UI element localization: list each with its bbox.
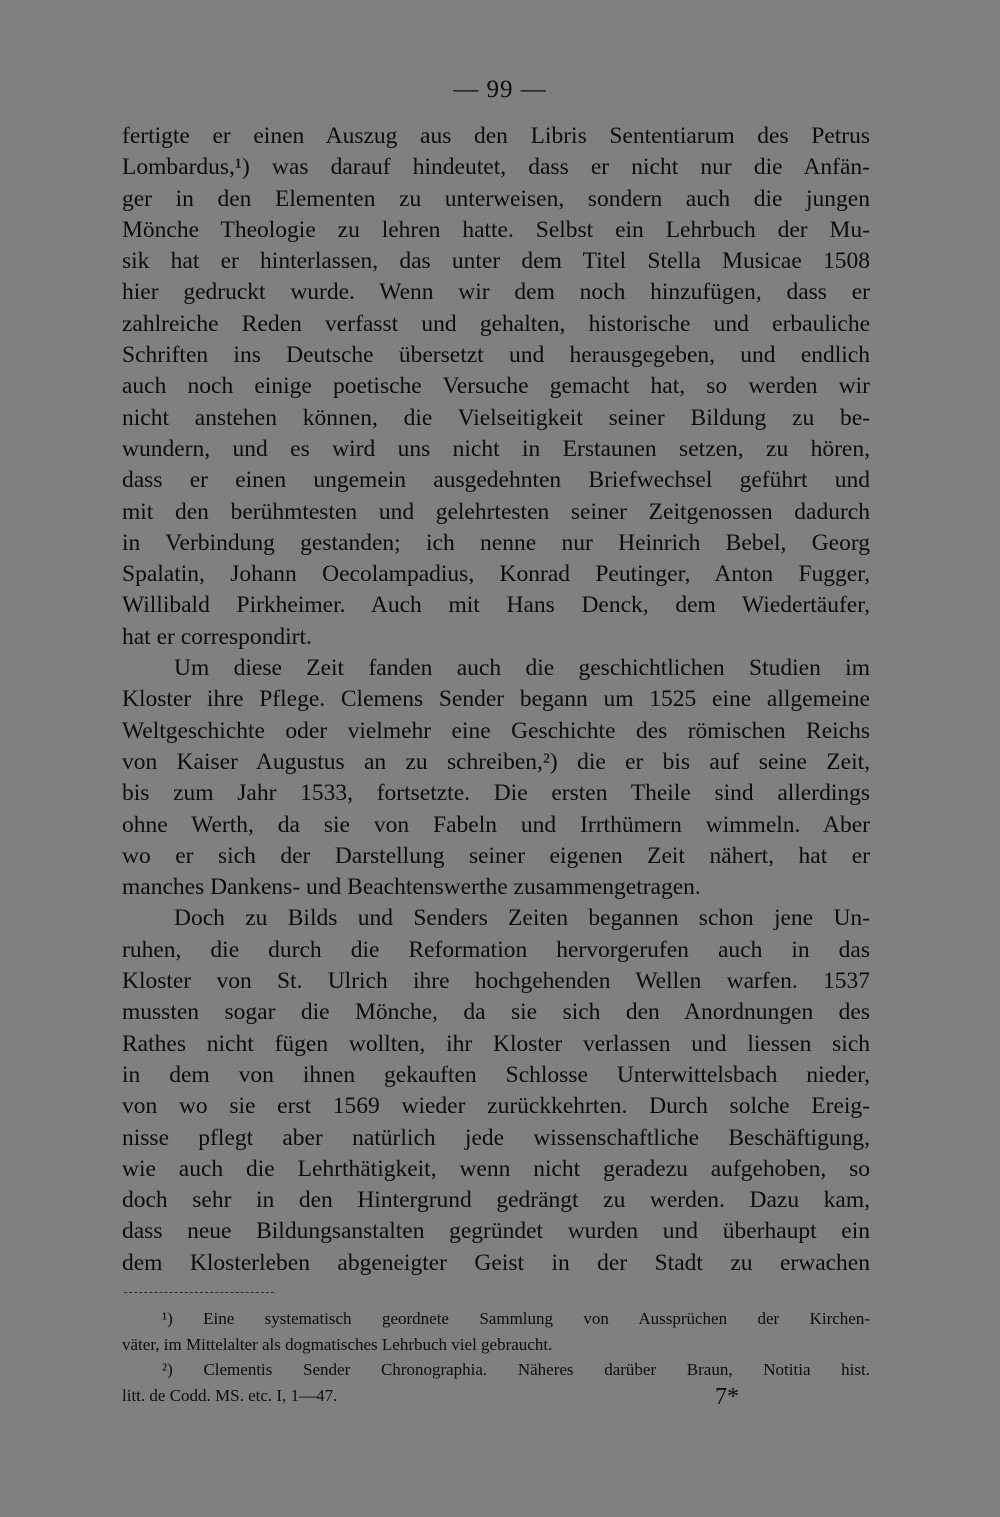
text-line: ohne Werth, da sie von Fabeln und Irrthümern wimmeln. Aber — [122, 811, 870, 838]
text-line: zahlreiche Reden verfasst und gehalten, historische und erbauliche — [122, 310, 870, 337]
signature-mark: 7* — [715, 1384, 739, 1410]
text-line: wo er sich der Darstellung seiner eigenen Zeit nähert, hat er — [122, 842, 870, 869]
text-line: Kloster von St. Ulrich ihre hochgehenden Wellen warfen. 1537 — [122, 968, 870, 995]
page-number: — 99 — — [453, 76, 547, 103]
text-line: ruhen, die durch die Reformation hervorgerufen auch in das — [122, 936, 870, 963]
text-line: in dem von ihnen gekauften Schlosse Unterwittelsbach nieder, — [122, 1061, 870, 1088]
footnote-line: ¹) Eine systematisch geordnete Sammlung von Aussprüchen der Kirchen- — [162, 1309, 870, 1328]
text-line: Weltgeschichte oder vielmehr eine Geschichte des römischen Reichs — [122, 717, 870, 744]
text-line: Um diese Zeit fanden auch die geschichtlichen Studien im — [174, 655, 870, 682]
text-line: manches Dankens- und Beachtenswerthe zusammengetragen. — [122, 874, 701, 901]
text-line: nicht anstehen können, die Vielseitigkeit seiner Bildung zu be- — [122, 404, 870, 431]
text-line: von wo sie erst 1569 wieder zurückkehrten. Durch solche Ereig- — [122, 1093, 870, 1120]
text-line: mit den berühmtesten und gelehrtesten seiner Zeitgenossen dadurch — [122, 498, 870, 525]
text-line: dass er einen ungemein ausgedehnten Briefwechsel geführt und — [122, 467, 870, 494]
text-line: in Verbindung gestanden; ich nenne nur Heinrich Bebel, Georg — [122, 529, 870, 556]
text-line: nisse pflegt aber natürlich jede wissenschaftliche Beschäftigung, — [122, 1124, 870, 1151]
text-line: von Kaiser Augustus an zu schreiben,²) die er bis auf seine Zeit, — [122, 748, 870, 775]
footnotes — [122, 1306, 870, 1408]
text-line: wundern, und es wird uns nicht in Erstaunen setzen, zu hören, — [122, 435, 870, 462]
text-line: dass neue Bildungsanstalten gegründet wurden und überhaupt ein — [122, 1218, 870, 1245]
text-line: Willibald Pirkheimer. Auch mit Hans Denck, dem Wiedertäufer, — [122, 592, 870, 619]
text-line: wie auch die Lehrthätigkeit, wenn nicht geradezu aufgehoben, so — [122, 1155, 870, 1182]
text-line: Spalatin, Johann Oecolampadius, Konrad Peutinger, Anton Fugger, — [122, 561, 870, 588]
footnote-line: litt. de Codd. MS. etc. I, 1—47. — [122, 1385, 338, 1405]
text-line: doch sehr in den Hintergrund gedrängt zu werden. Dazu kam, — [122, 1187, 870, 1214]
text-line: hier gedruckt wurde. Wenn wir dem noch hinzufügen, dass er — [122, 279, 870, 306]
footnote-line: väter, im Mittelalter als dogmatisches Lehrbuch viel gebraucht. — [122, 1334, 553, 1354]
text-line: Mönche Theologie zu lehren hatte. Selbst ein Lehrbuch der Mu- — [122, 216, 870, 243]
footnote-rule — [124, 1292, 274, 1293]
text-line: Lombardus,¹) was darauf hindeutet, dass er nicht nur die Anfän- — [122, 154, 870, 181]
text-line: auch noch einige poetische Versuche gemacht hat, so werden wir — [122, 373, 870, 400]
text-line: dem Klosterleben abgeneigter Geist in der Stadt zu erwachen — [122, 1249, 870, 1276]
text-line: Kloster ihre Pflege. Clemens Sender begann um 1525 eine allgemeine — [122, 686, 870, 713]
footnote-line: ²) Clementis Sender Chronographia. Näheres darüber Braun, Notitia hist. — [162, 1360, 870, 1379]
text-line: bis zum Jahr 1533, fortsetzte. Die ersten Theile sind allerdings — [122, 780, 870, 807]
text-line: hat er correspondirt. — [122, 623, 312, 650]
text-line: Rathes nicht fügen wollten, ihr Kloster verlassen und liessen sich — [122, 1030, 870, 1057]
text-line: sik hat er hinterlassen, das unter dem Titel Stella Musicae 1508 — [122, 248, 870, 275]
text-line: mussten sogar die Mönche, da sie sich den Anordnungen des — [122, 999, 870, 1026]
text-line: ger in den Elementen zu unterweisen, sondern auch die jungen — [122, 185, 870, 212]
text-line: Doch zu Bilds und Senders Zeiten begannen schon jene Un- — [174, 905, 870, 932]
text-line: Schriften ins Deutsche übersetzt und herausgegeben, und endlich — [122, 342, 870, 369]
text-line: fertigte er einen Auszug aus den Libris Sententiarum des Petrus — [122, 123, 870, 149]
body-text — [122, 121, 870, 1279]
